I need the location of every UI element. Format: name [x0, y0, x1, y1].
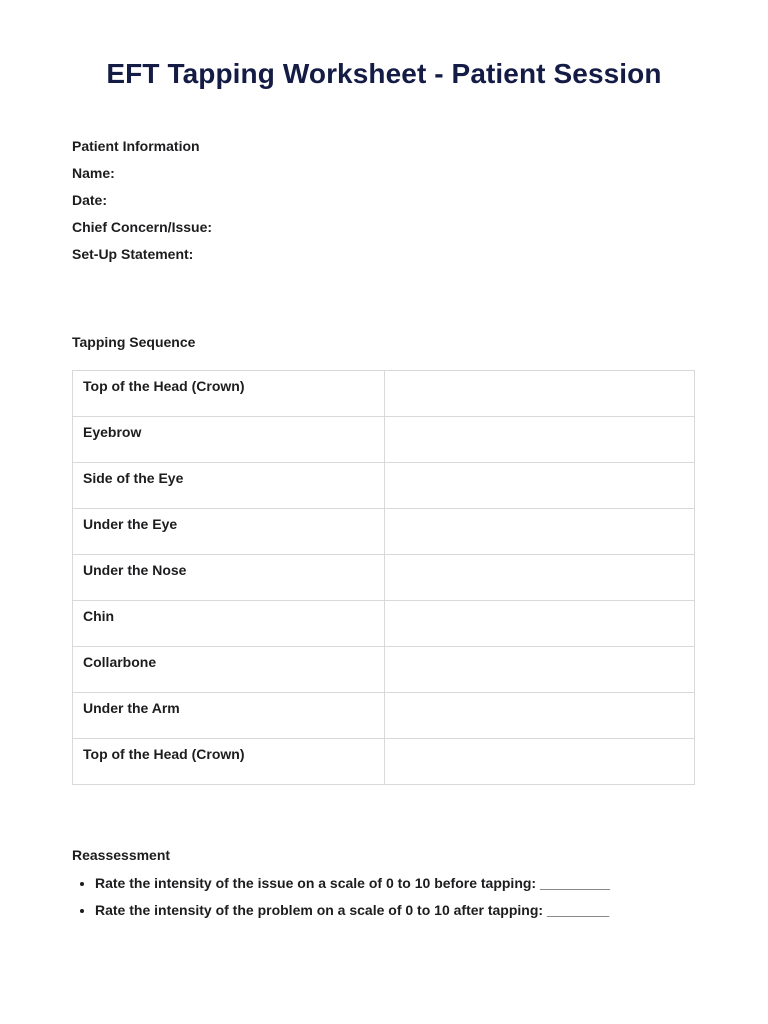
tapping-sequence-table — [72, 370, 695, 785]
date-field-label[interactable]: Date: — [72, 192, 108, 208]
rating-before-item[interactable]: • Rate the intensity of the issue on a scale of 0 to 10 before tapping: _________ — [95, 875, 610, 902]
table-row — [73, 463, 695, 509]
tapping-notes-cell[interactable] — [385, 693, 695, 739]
tapping-notes-cell[interactable] — [385, 463, 695, 509]
chief-concern-field-label[interactable]: Chief Concern/Issue: — [72, 219, 213, 235]
table-row — [73, 739, 695, 785]
tapping-point-label: Chin — [73, 601, 385, 647]
tapping-point-label: Top of the Head (Crown) — [73, 371, 385, 417]
tapping-point-label: Eyebrow — [73, 417, 385, 463]
tapping-notes-cell[interactable] — [385, 509, 695, 555]
tapping-sequence-heading: Tapping Sequence — [72, 334, 196, 350]
table-row — [73, 509, 695, 555]
tapping-point-label: Top of the Head (Crown) — [73, 739, 385, 785]
reassessment-list — [72, 875, 610, 929]
patient-information-section — [72, 138, 212, 273]
table-row — [73, 693, 695, 739]
rating-after-item[interactable]: • Rate the intensity of the problem on a scale of 0 to 10 after tapping: ________ — [95, 902, 610, 929]
patient-information-heading: Patient Information — [72, 138, 200, 154]
tapping-point-label: Side of the Eye — [73, 463, 385, 509]
table-row — [73, 555, 695, 601]
tapping-point-label: Collarbone — [73, 647, 385, 693]
tapping-notes-cell[interactable] — [385, 647, 695, 693]
tapping-notes-cell[interactable] — [385, 417, 695, 463]
table-row — [73, 417, 695, 463]
tapping-notes-cell[interactable] — [385, 739, 695, 785]
page-title: EFT Tapping Worksheet - Patient Session — [106, 58, 662, 89]
tapping-notes-cell[interactable] — [385, 371, 695, 417]
reassessment-heading: Reassessment — [72, 847, 171, 863]
setup-statement-field-label[interactable]: Set-Up Statement: — [72, 246, 194, 262]
tapping-point-label: Under the Nose — [73, 555, 385, 601]
name-field-label[interactable]: Name: — [72, 165, 115, 181]
tapping-notes-cell[interactable] — [385, 601, 695, 647]
tapping-notes-cell[interactable] — [385, 555, 695, 601]
table-row — [73, 601, 695, 647]
table-row — [73, 371, 695, 417]
table-row — [73, 647, 695, 693]
tapping-point-label: Under the Arm — [73, 693, 385, 739]
tapping-point-label: Under the Eye — [73, 509, 385, 555]
